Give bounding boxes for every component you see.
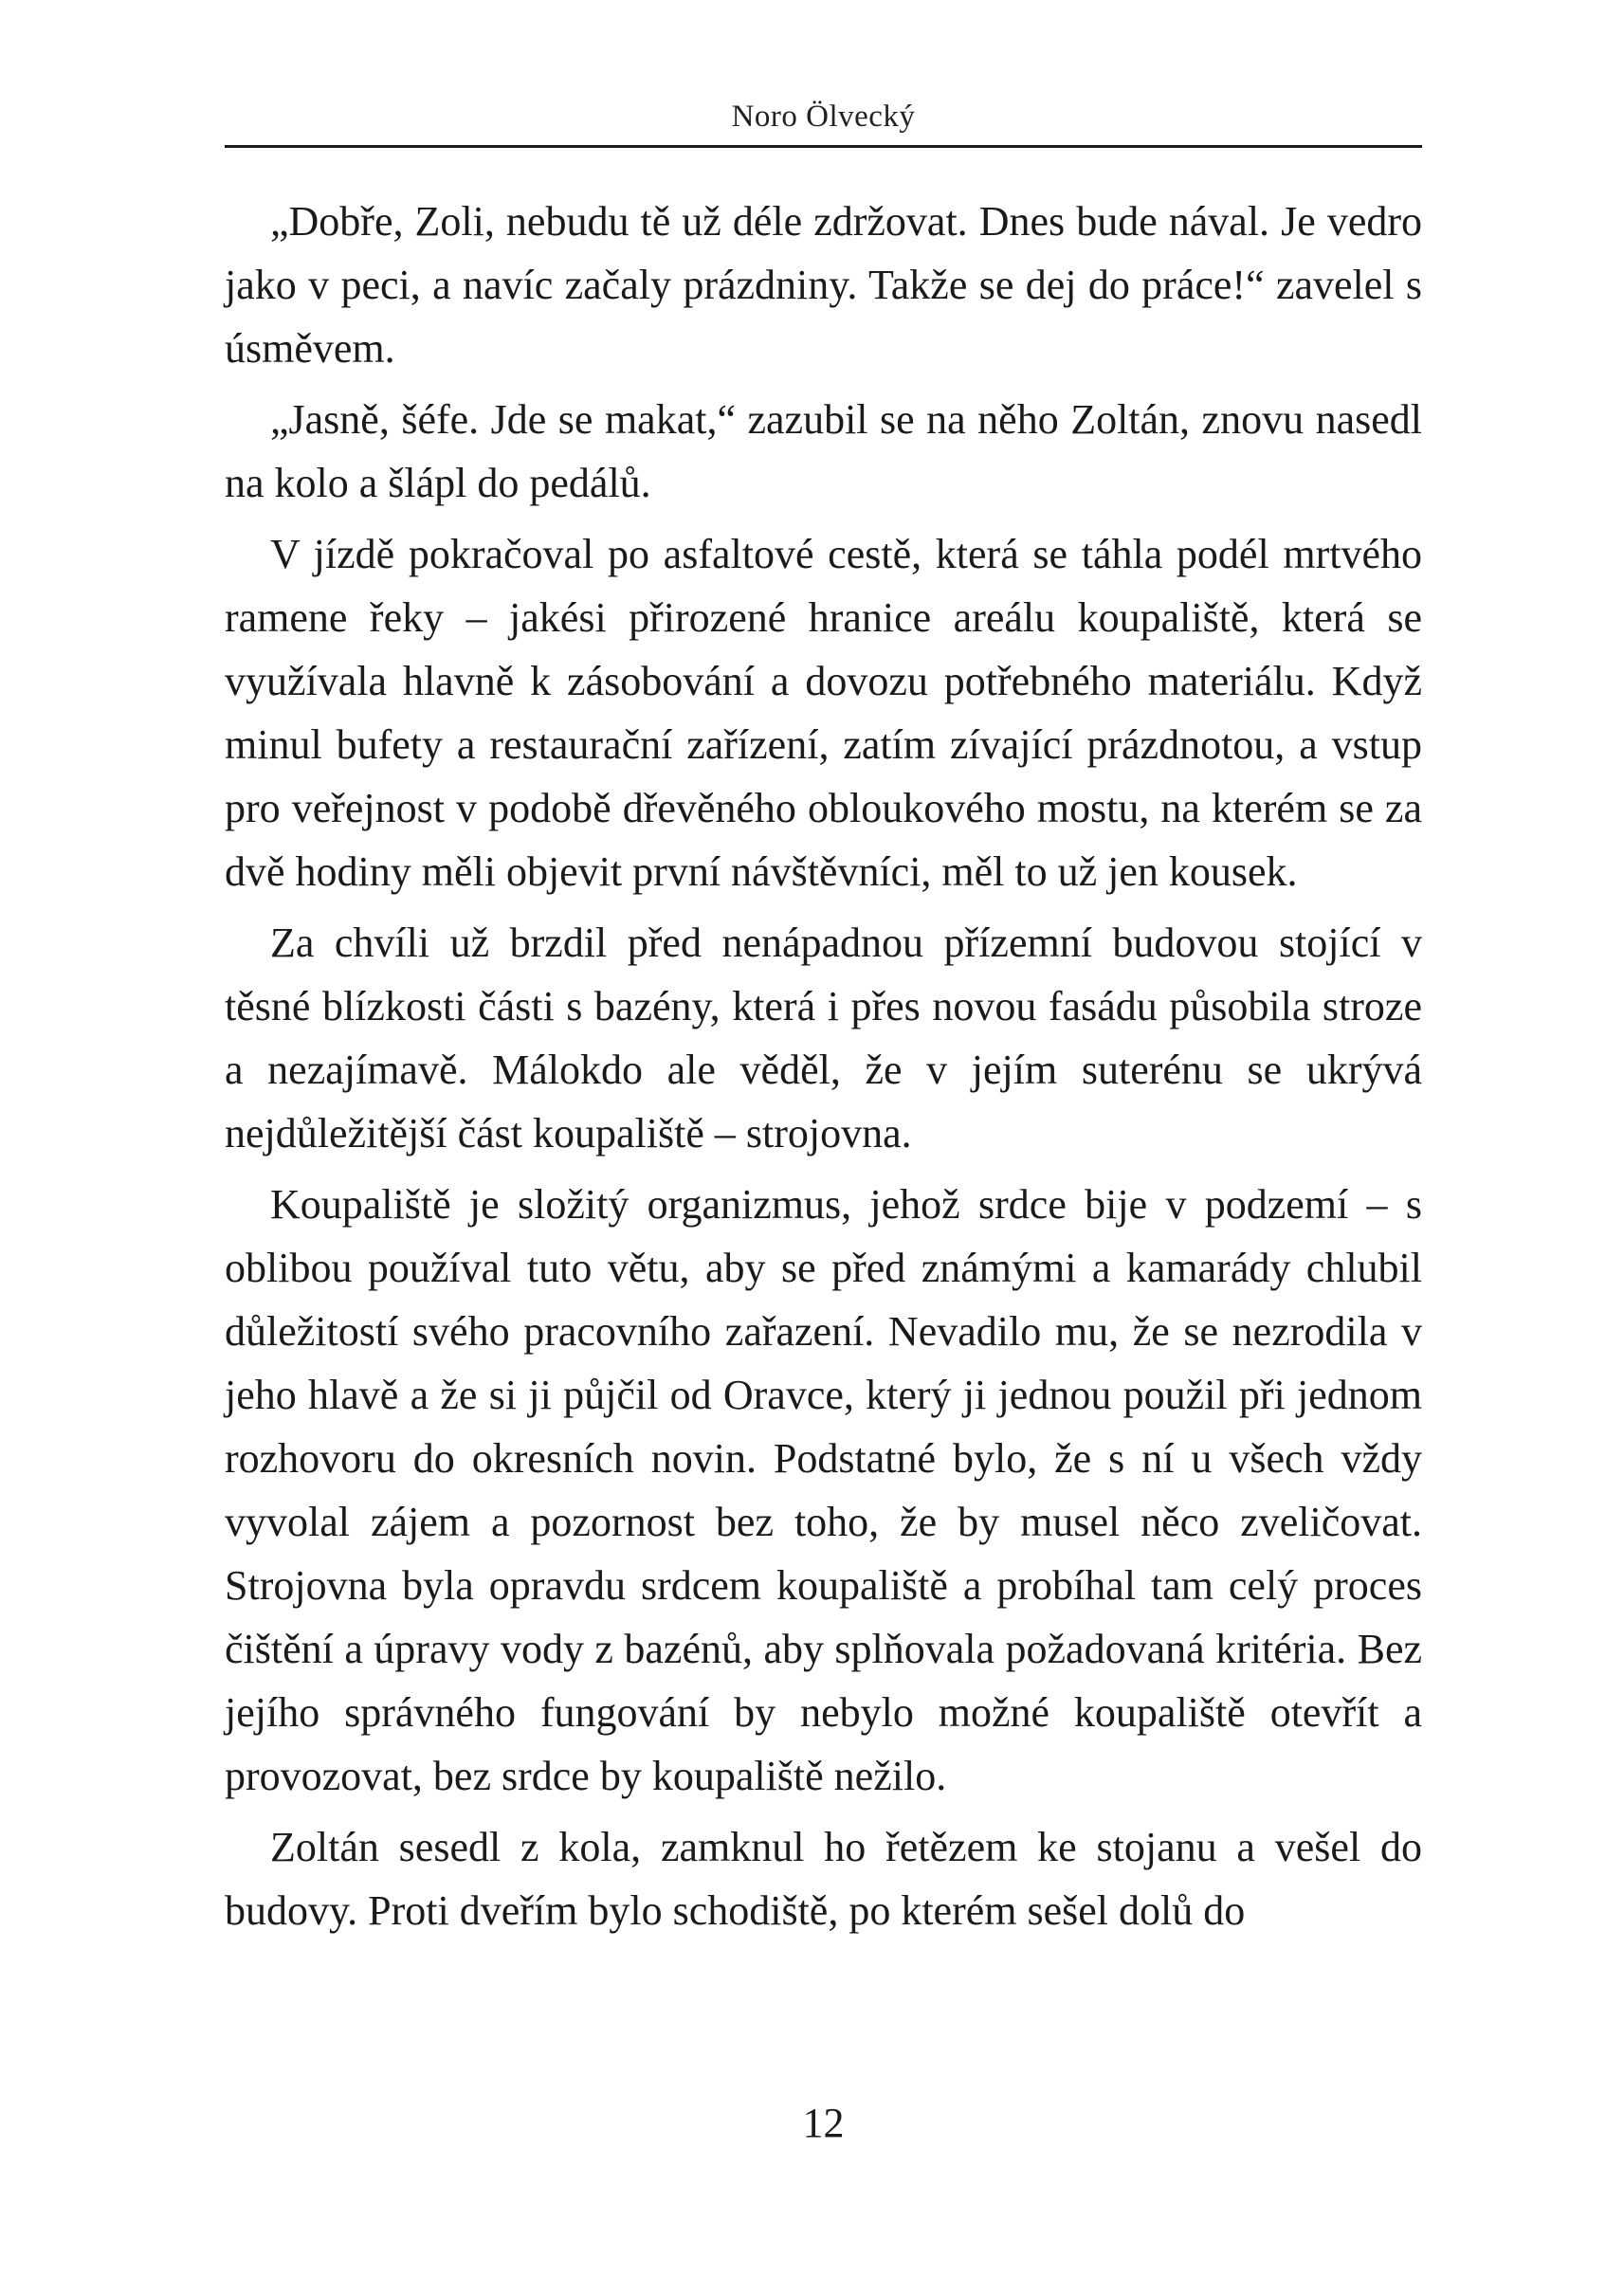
running-header-author: Noro Ölvecký [731, 100, 916, 134]
page-number: 12 [802, 2100, 845, 2146]
paragraph: Zoltán sesedl z kola, zamknul ho řetězem ke stojanu a vešel do budovy. Proti dveřím bylo schodiště, po kterém sešel dolů do [225, 1824, 1422, 1934]
paragraph: V jízdě pokračoval po asfaltové cestě, která se táhla podél mrtvého ramene řeky – jakési přirozené hranice areálu koupaliště, která se využívala hlavně k zásobování a dovozu potřebného materiálu. Když minul bufety a restaurační zařízení, zatím zívající prázdnotou, a vstup pro veřejnost v podobě dřevěného obloukového mostu, na kterém se za dvě hodiny měli objevit první návštěvníci, měl to už jen kousek. [225, 531, 1422, 895]
paragraph: Koupaliště je složitý organizmus, jehož srdce bije v podzemí – s oblibou používal tuto větu, aby se před známými a kamarády chlubil důležitostí svého pracovního zařazení. Nevadilo mu, že se nezrodila v jeho hlavě a že si ji půjčil od Oravce, který ji jednou použil při jednom rozhovoru do okresních novin. Podstatné bylo, že s ní u všech vždy vyvolal zájem a pozornost bez toho, že by musel něco zveličovat. Strojovna byla opravdu srdcem koupaliště a probíhal tam celý proces čištění a úpravy vody z bazénů, aby splňovala požadovaná kritéria. Bez jejího správného fungování by nebylo možné koupaliště otevřít a provozovat, bez srdce by koupaliště nežilo. [225, 1181, 1422, 1799]
paragraph: „Jasně, šéfe. Jde se makat,“ zazubil se na něho Zoltán, znovu nasedl na kolo a šlápl do pedálů. [225, 396, 1422, 506]
paragraph: Za chvíli už brzdil před nenápadnou přízemní budovou stojící v těsné blízkosti části s bazény, která i přes novou fasádu působila stroze a nezajímavě. Málokdo ale věděl, že v jejím suterénu se ukrývá nejdůležitější část koupaliště – strojovna. [225, 920, 1422, 1157]
paragraph: „Dobře, Zoli, nebudu tě už déle zdržovat. Dnes bude nával. Je vedro jako v peci, a navíc začaly prázdniny. Takže se dej do práce!“ zavelel s úsměvem. [225, 198, 1422, 372]
body-text [225, 190, 1422, 1950]
header-rule [225, 145, 1422, 148]
